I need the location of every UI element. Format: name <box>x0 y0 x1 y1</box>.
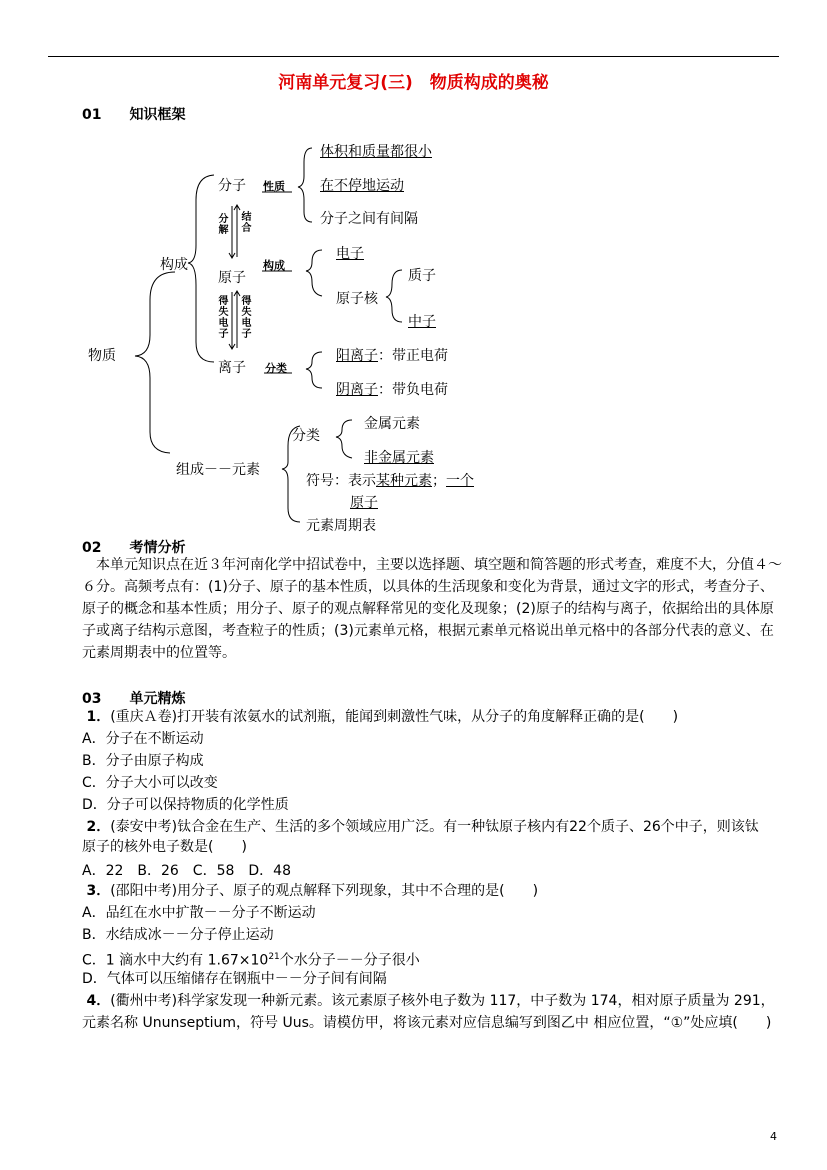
node-symbol: 符号：表示某种元素；一个 <box>306 473 474 489</box>
question-3-option-c: C．1 滴水中大约有 $1.67\times 10^{21}$个水分子－－分子很小 <box>82 952 420 969</box>
question-1-option-d: D．分子可以保持物质的化学性质 <box>82 797 289 813</box>
label-constitute: 构成 <box>263 259 285 272</box>
section-heading-framework: 01 知识框架 <box>82 107 186 123</box>
label-property: 性质 <box>263 180 285 193</box>
label-combine: 结合 <box>241 212 252 234</box>
question-1-stem: 1．(重庆Ａ卷)打开装有浓氨水的试剂瓶，能闻到刺激性气味，从分子的角度解释正确的是( ) <box>86 709 679 725</box>
question-4-stem-cont: 元素名称 Ununseptium，符号 Uus。请模仿甲，将该元素对应信息编写到图乙中 相应位置，“①”处应填( ) <box>82 1015 772 1031</box>
question-2-stem-cont: 原子的核外电子数是( ) <box>82 839 247 855</box>
property-moving: 在不停地运动 <box>320 178 404 194</box>
section-heading-practice: 03 单元精炼 <box>82 691 186 707</box>
node-periodic-table: 元素周期表 <box>306 518 376 534</box>
question-2-options: A．22 B．26 C．58 D．48 <box>82 863 291 879</box>
question-4-stem: 4．(衢州中考)科学家发现一种新元素。该元素原子核外电子数为 117，中子数为 174，相对原子质量为 291， <box>86 993 775 1009</box>
node-atom: 原子 <box>218 270 246 286</box>
node-metal-element: 金属元素 <box>364 416 420 432</box>
node-nonmetal-element: 非金属元素 <box>364 450 434 466</box>
label-decompose: 分解 <box>218 214 229 236</box>
node-anion: 阴离子：带负电荷 <box>336 382 448 398</box>
label-gain-lose-electron-left: 得失电子 <box>218 296 229 340</box>
node-neutron: 中子 <box>408 314 436 330</box>
question-3-option-b: B．水结成冰－－分子停止运动 <box>82 927 274 943</box>
question-3-option-a: A．品红在水中扩散－－分子不断运动 <box>82 905 316 921</box>
node-electron: 电子 <box>336 246 364 262</box>
node-matter: 物质 <box>88 348 116 364</box>
node-constitute: 构成 <box>160 257 188 273</box>
question-1-option-b: B．分子由原子构成 <box>82 753 204 769</box>
page-number: 4 <box>770 1130 777 1143</box>
node-element-classify: 分类 <box>292 428 320 444</box>
section-heading-analysis: 02 考情分析 <box>82 540 186 556</box>
node-proton: 质子 <box>408 268 436 284</box>
question-3-stem: 3．(邵阳中考)用分子、原子的观点解释下列现象，其中不合理的是( ) <box>86 883 539 899</box>
question-3-option-d: D．气体可以压缩储存在钢瓶中－－分子间有间隔 <box>82 971 387 987</box>
node-compose-element: 组成－－元素 <box>176 462 260 478</box>
question-1-option-c: C．分子大小可以改变 <box>82 775 218 791</box>
node-nucleus: 原子核 <box>336 291 378 307</box>
property-spacing: 分子之间有间隔 <box>320 211 418 227</box>
node-molecule: 分子 <box>218 178 246 194</box>
node-symbol-atom: 原子 <box>350 495 378 511</box>
node-ion: 离子 <box>218 360 246 376</box>
label-gain-lose-electron-right: 得失电子 <box>241 296 252 340</box>
node-cation: 阳离子：带正电荷 <box>336 348 448 364</box>
question-2-stem: 2．(泰安中考)钛合金在生产、生活的多个领域应用广泛。有一种钛原子核内有22个质子、26个中子，则该钛 <box>86 819 759 835</box>
analysis-paragraph: 本单元知识点在近３年河南化学中招试卷中，主要以选择题、填空题和简答题的形式考查，难度不大，分值４～６分。高频考点有：(1)分子、原子的基本性质，以具体的生活现象和变化为背景，通过文字的形式，考查分子、原子的概念和基本性质；用分子、原子的观点解释常见的变化及现象；(2)原子的结构与离子，依据给出的具体原子或离子结构示意图，考查粒子的性质；(3)元素单元格，根据元素单元格说出单元格中的各部分代表的意义、在元素周期表中的位置等。 <box>82 557 782 661</box>
page-title: 河南单元复习(三) 物质构成的奥秘 <box>278 73 549 93</box>
label-classify: 分类 <box>265 362 287 375</box>
property-small-size: 体积和质量都很小 <box>320 144 432 160</box>
question-1-option-a: A．分子在不断运动 <box>82 731 204 747</box>
